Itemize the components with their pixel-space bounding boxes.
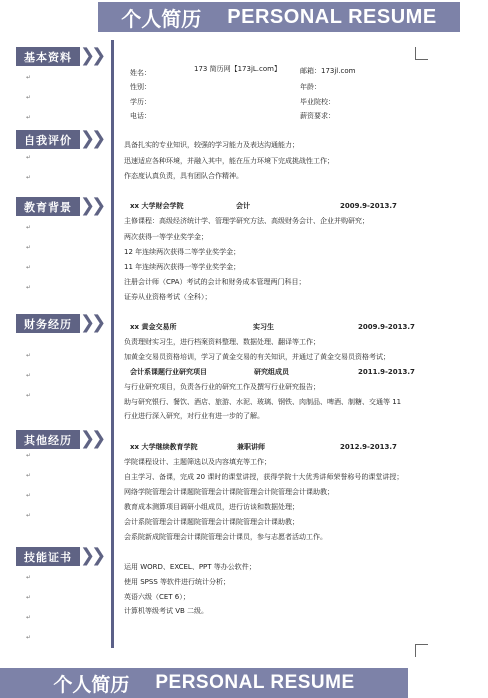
section-finance-experience: 财务经历	[16, 314, 80, 333]
finance-job2-org: 会计系课题行业研究项目	[130, 368, 207, 376]
salary-label: 薪资要求：	[300, 112, 335, 120]
chevron-icon: ❯❯	[80, 428, 103, 449]
skill-item: 计算机等级考试 VB 二级。	[124, 607, 209, 615]
age-label: 年龄：	[300, 83, 321, 91]
finance-job1-org: xx 黄金交易所	[130, 323, 177, 331]
other-item: 会计系院管理会计课题院管理会计课院管理会计课助教；	[124, 518, 299, 526]
skill-item: 英语六级（CET 6）；	[124, 593, 190, 601]
edu-item: 11 年连续两次获得一等学业奖学金；	[124, 263, 241, 271]
other-org: xx 大学继续教育学院	[130, 443, 198, 451]
edu-item: 两次获得一等学业奖学金；	[124, 233, 208, 241]
other-period: 2012.9-2013.7	[340, 443, 397, 451]
chevron-icon: ❯❯	[80, 45, 103, 66]
finance-job1-period: 2009.9-2013.7	[358, 323, 415, 331]
gender-label: 性别：	[130, 83, 151, 91]
edu-item: 证券从业资格考试（全科）；	[124, 293, 212, 301]
paragraph-markers: ↵ ↵ ↵ ↵ ↵ ↵ ↵ ↵ ↵ ↵ ↵ ↵ ↵ ↵ ↵ ↵ ↵ ↵ ↵ ↵	[26, 74, 32, 641]
other-item: 自主学习、备课，完成 20 课时的课堂讲授，获得学院十大优秀讲师荣誉称号的课堂讲授；	[124, 473, 404, 481]
corner-mark-bottom	[415, 644, 428, 657]
chevron-icon: ❯❯	[80, 195, 103, 216]
chevron-icon: ❯❯	[80, 128, 103, 149]
degree-label: 学历：	[130, 98, 151, 106]
finance-item: 加黄金交易员资格培训，学习了黄金交易的有关知识，并通过了黄金交易员资格考试；	[124, 353, 390, 361]
header-banner	[98, 2, 460, 32]
banner-title-en: PERSONAL RESUME	[227, 5, 437, 28]
footer-banner	[0, 668, 408, 698]
other-item: 会系院新成院管理会计课院管理会计课员，参与志愿者活动工作。	[124, 533, 327, 541]
corner-mark-top	[415, 47, 428, 60]
edu-school: xx 大学财会学院	[130, 202, 184, 210]
self-eval-line: 具备扎实的专业知识，较强的学习能力及表达沟通能力；	[124, 141, 299, 149]
section-other-experience: 其他经历	[16, 430, 80, 449]
edu-item: 注册会计师（CPA）考试的会计和财务成本管理两门科目；	[124, 278, 306, 286]
banner-title-cn: 个人简历	[121, 6, 202, 31]
section-education: 教育背景	[16, 197, 80, 216]
other-item: 网络学院管理会计课题院管理会计课院管理会计院管理会计课助教；	[124, 488, 334, 496]
name-label: 姓名：	[130, 69, 151, 77]
finance-item: 负责理财实习生，进行档案资料整理、数据处理、翻译等工作；	[124, 338, 320, 346]
edu-item: 主修课程：高级经济统计学、管理学研究方法、高级财务会计、企业并购研究；	[124, 217, 369, 225]
other-item: 学院课程设计、主题筛选以及内容填充等工作；	[124, 458, 271, 466]
finance-item: 行业进行深入研究，对行业有进一步的了解。	[124, 412, 264, 420]
section-skills: 技能证书	[16, 547, 80, 566]
section-self-evaluation: 自我评价	[16, 130, 80, 149]
timeline-divider	[111, 40, 114, 648]
finance-item: 与行业研究项目，负责各行业的研究工作及撰写行业研究报告；	[124, 383, 320, 391]
chevron-icon: ❯❯	[80, 312, 103, 333]
skill-item: 使用 SPSS 等软件进行统计分析；	[124, 578, 231, 586]
edu-major: 会计	[236, 202, 250, 210]
banner-title-en: PERSONAL RESUME	[155, 672, 355, 693]
self-eval-line: 作态度认真负责，具有团队合作精神。	[124, 172, 243, 180]
finance-job2-period: 2011.9-2013.7	[358, 368, 415, 376]
section-basic-info: 基本资料	[16, 47, 80, 66]
source-note: 173 简历网【173jL.com】	[194, 65, 281, 73]
skill-item: 运用 WORD、EXCEL、PPT 等办公软件；	[124, 563, 256, 571]
self-eval-line: 迅速适应各种环境，并融入其中，能在压力环境下完成挑战性工作；	[124, 157, 334, 165]
phone-label: 电话：	[130, 112, 151, 120]
finance-item: 助与研究银行、餐饮、酒店、旅游、水泥、玻璃、钢铁、肉制品、啤酒、制糖、交通等 11	[124, 398, 402, 406]
other-role: 兼职讲师	[237, 443, 265, 451]
email-label: 邮箱：173jl.com	[300, 67, 356, 75]
other-item: 教育成本测算项目调研小组成员，进行访谈和数据处理；	[124, 503, 299, 511]
school-label: 毕业院校：	[300, 98, 335, 106]
chevron-icon: ❯❯	[80, 545, 103, 566]
edu-item: 12 年连续两次获得二等学业奖学金；	[124, 248, 241, 256]
edu-period: 2009.9-2013.7	[340, 202, 397, 210]
finance-job1-role: 实习生	[253, 323, 274, 331]
banner-title-cn: 个人简历	[53, 673, 130, 696]
finance-job2-role: 研究组成员	[254, 368, 289, 376]
